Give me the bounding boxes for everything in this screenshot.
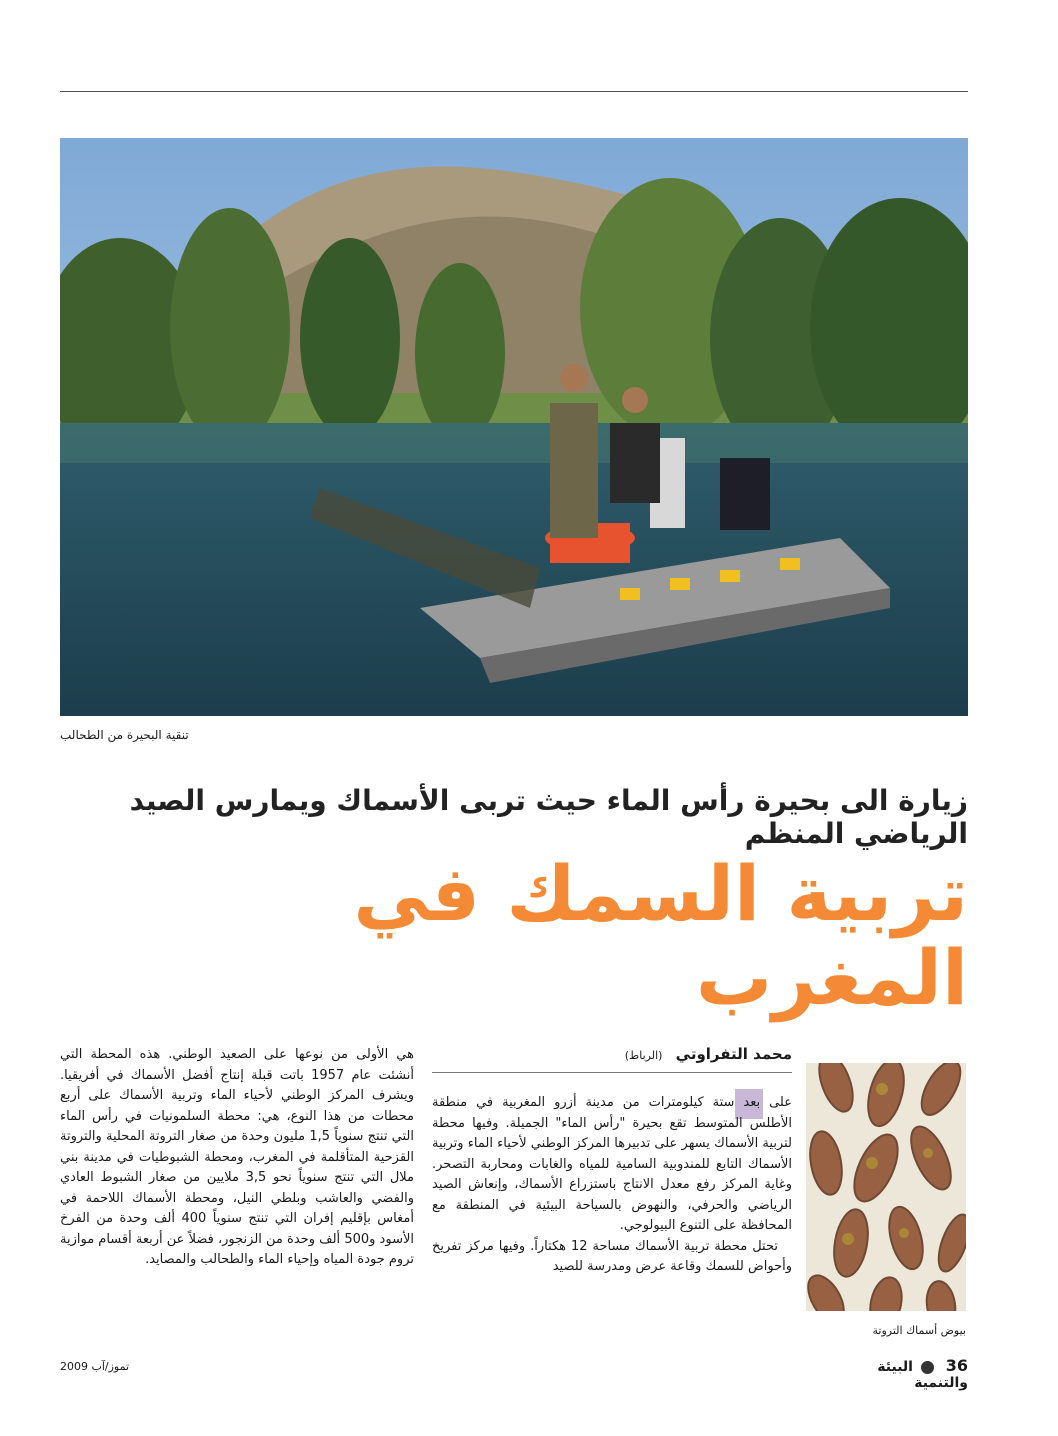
magazine-name: البيئة والتنمية <box>877 1359 968 1391</box>
footer-branding <box>850 1356 968 1391</box>
footer-date: تموز/آب 2009 <box>60 1360 130 1373</box>
sidebar-photo <box>806 1063 966 1311</box>
body-column-left: هي الأولى من نوعها على الصعيد الوطني. هذه المحطة التي أنشئت عام 1957 باتت قبلة إنتاج أفضل الأسماك في أفريقيا. ويشرف المركز الوطني لأحياء الماء وتربية الأسماك على أربع محطات من هذا النوع، هي: محطة السلمونيات في رأس الماء التي تنتج سنوياً 1,5 مليون وحدة من صغار التروتة المحلية والتروتة القزحية المتأقلمة في المغرب، ومحطة الشبوطيات في مدينة بني ملال التي تنتج سنوياً نحو 3,5 ملايين من صغار الشبوط العادي والفضي والعاشب وبلطي النيل، ومحطة الأسماك اللاحمة في أمغاس بإقليم إفران التي تنتج سنوياً 400 ألف وحدة من الفرخ الأسود و500 ألف وحدة من الزنجور، فضلاً عن أربعة أقسام موازية تروم جودة المياه وإحياء الماء والطحالب والمصايد. <box>60 1047 415 1267</box>
body-paragraph-1: على بعد ستة كيلومترات من مدينة أزرو المغربية في منطقة الأطلس المتوسط تقع بحيرة "رأس الماء" الجميلة. وفيها محطة لتربية الأسماك يسهر على تدبيرها المركز الوطني لأحياء الماء وتربية الأسماك التابع للمندوبية السامية للمياه والغابات ومحاربة التصحر. وغاية المركز رفع معدل الانتاج باستزراع الأسماك، وإنعاش الصيد الرياضي والحرفي، والنهوض بالسياحة البيئية في المنطقة مع المحافظة على التنوع البيولوجي. <box>432 1095 792 1233</box>
top-rule <box>60 91 968 92</box>
body-paragraph-2: تحتل محطة تربية الأسماك مساحة 12 هكتاراً. وفيها مركز تفريخ وأحواض للسمك وقاعة عرض ومدرسة للصيد <box>432 1238 792 1274</box>
hero-caption: تنقية البحيرة من الطحالب <box>60 728 189 742</box>
sidebar-caption: بيوض أسماك التروتة <box>872 1324 966 1337</box>
hero-photo <box>60 138 968 716</box>
author-rule <box>432 1072 792 1073</box>
article-subtitle: زيارة الى بحيرة رأس الماء حيث تربى الأسماك ويمارس الصيد الرياضي المنظم <box>129 784 968 850</box>
body-column-right <box>432 1093 792 1278</box>
author-location: (الرباط) <box>624 1049 663 1062</box>
author-name: محمد التفراوتي <box>675 1045 792 1063</box>
globe-icon <box>921 1361 934 1374</box>
author-line <box>432 1045 792 1063</box>
page-number: 36 <box>945 1356 968 1375</box>
article-headline: تربية السمك في المغرب <box>353 849 968 1022</box>
